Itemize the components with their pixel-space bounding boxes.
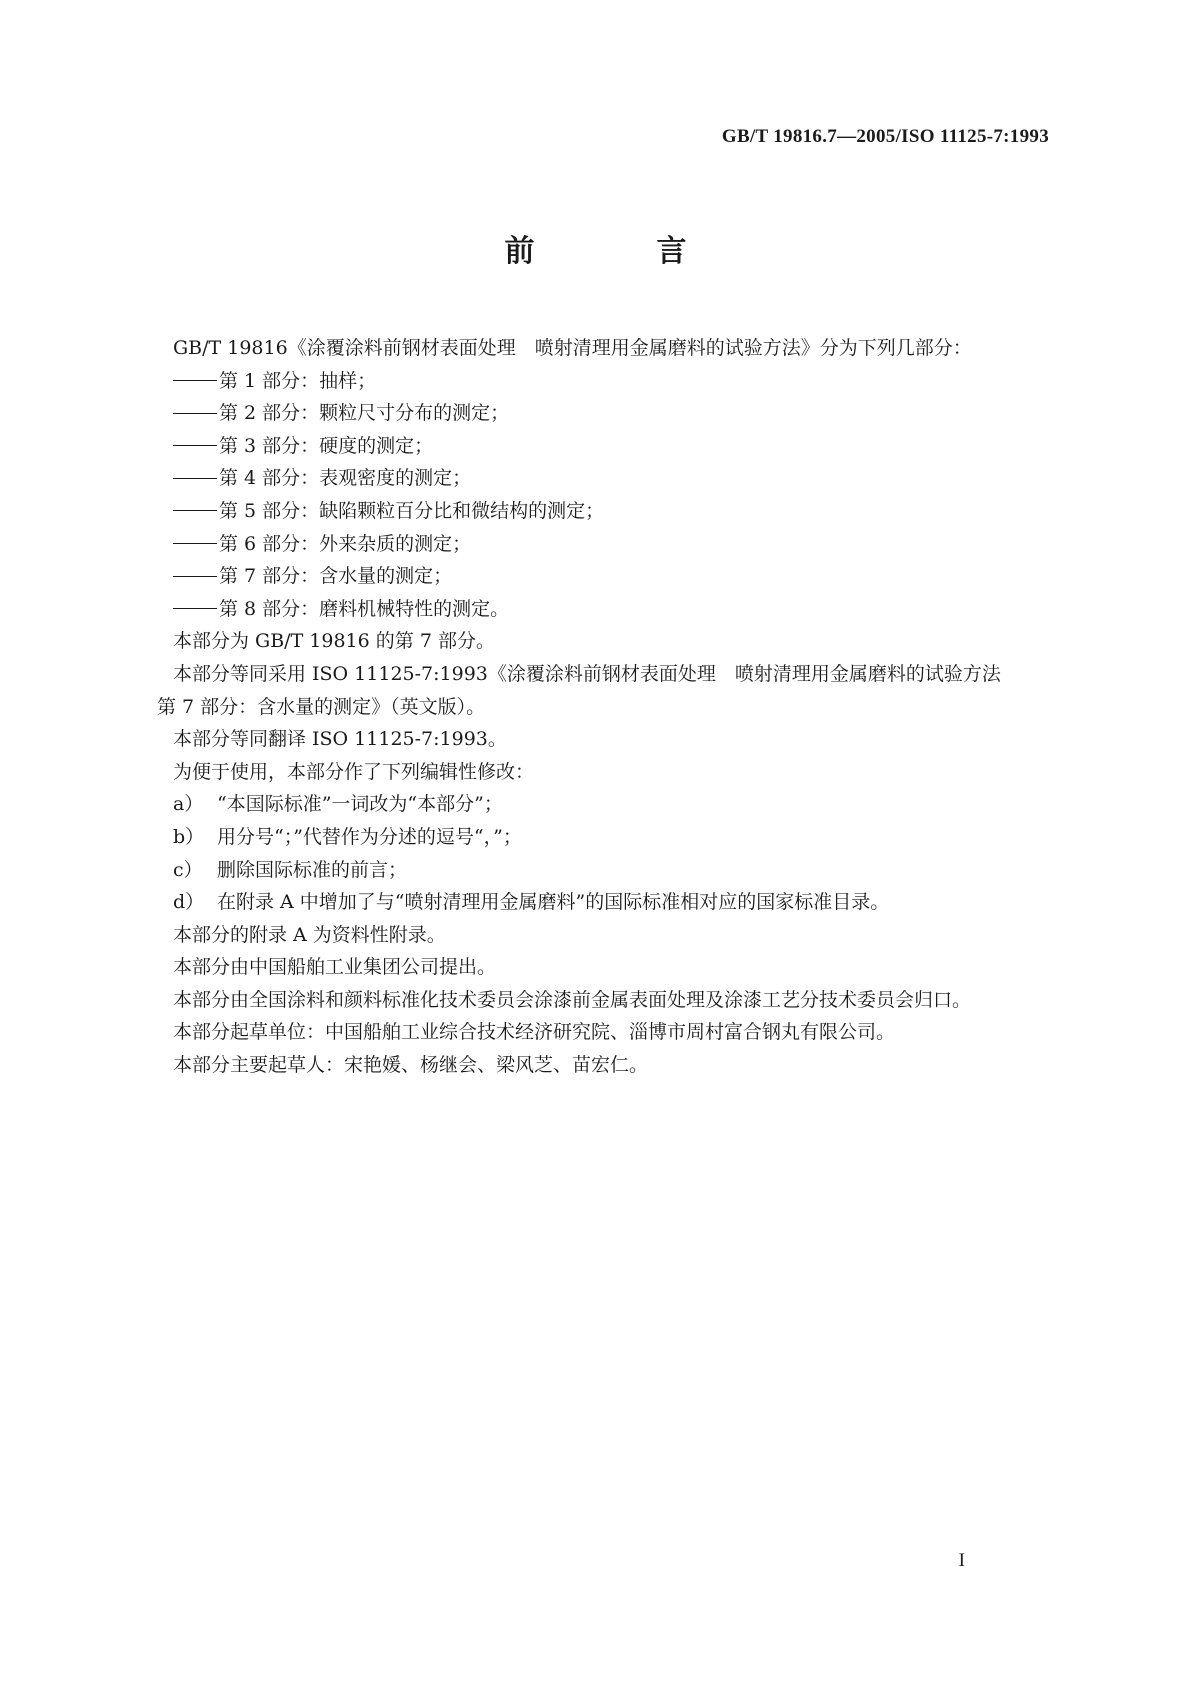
annex-paragraph: 本部分的附录 A 为资料性附录。 [173,923,446,946]
list-item-part-8 [157,593,1057,626]
drafters-paragraph: 本部分主要起草人：宋艳媛、杨继会、梁风芝、苗宏仁。 [173,1054,649,1077]
edit-text: 用分号“；”代替作为分述的逗号“，”； [217,825,522,848]
centralized-paragraph: 本部分由全国涂料和颜料标准化技术委员会涂漆前金属表面处理及涂漆工艺分技术委员会归口。 [173,988,972,1011]
item-letter: c） [173,858,203,881]
part-text: 第 2 部分：颗粒尺寸分布的测定； [219,402,510,425]
translation-paragraph: 本部分等同翻译 ISO 11125-7:1993。 [173,728,507,751]
edit-text: 删除国际标准的前言； [217,858,408,881]
item-letter: a） [173,793,204,816]
dash-mark [173,445,217,446]
foreword-body [157,332,1057,1082]
part-text: 第 8 部分：磨料机械特性的测定。 [219,597,510,620]
part-of-paragraph: 本部分为 GB/T 19816 的第 7 部分。 [173,630,495,653]
dash-mark [173,576,217,577]
dash-mark [173,380,217,381]
edit-item-a [157,788,1057,821]
dash-mark [173,478,217,479]
dash-mark [173,543,217,544]
list-item-part-5 [157,495,1057,528]
item-letter: d） [173,891,205,914]
edit-text: “本国际标准”一词改为“本部分”； [217,793,503,816]
part-text: 第 1 部分：抽样； [219,369,377,392]
dash-mark [173,608,217,609]
list-item-part-2 [157,397,1057,430]
edit-item-d [157,886,1057,919]
page-number: I [958,1550,965,1571]
edit-item-c [157,854,1057,887]
item-letter: b） [173,825,205,848]
dash-mark [173,510,217,511]
list-item-part-1 [157,365,1057,398]
part-text: 第 5 部分：缺陷颗粒百分比和微结构的测定； [219,499,605,522]
edit-item-b [157,821,1057,854]
dash-mark [173,413,217,414]
list-item-part-7 [157,560,1057,593]
standard-code: GB/T 19816.7—2005/ISO 11125-7:1993 [721,126,1049,147]
drafting-units-paragraph: 本部分起草单位：中国船舶工业综合技术经济研究院、淄博市周村富合钢丸有限公司。 [173,1021,896,1044]
part-text: 第 3 部分：硬度的测定； [219,434,434,457]
list-item-part-6 [157,528,1057,561]
proposed-paragraph: 本部分由中国船舶工业集团公司提出。 [173,956,497,979]
adoption-paragraph-line-2: 第 7 部分：含水量的测定》（英文版）。 [157,695,486,718]
part-text: 第 6 部分：外来杂质的测定； [219,532,472,555]
page-title: 前 言 [504,234,733,269]
part-text: 第 4 部分：表观密度的测定； [219,467,472,490]
intro-paragraph: GB/T 19816《涂覆涂料前钢材表面处理 喷射清理用金属磨料的试验方法》分为下列几部分： [173,337,972,359]
adoption-paragraph-line-1: 本部分等同采用 ISO 11125-7:1993《涂覆涂料前钢材表面处理 喷射清理用金属磨料的试验方法 [173,662,1001,685]
list-item-part-4 [157,462,1057,495]
edit-text: 在附录 A 中增加了与“喷射清理用金属磨料”的国际标准相对应的国家标准目录。 [217,891,890,914]
edits-intro-paragraph: 为便于使用，本部分作了下列编辑性修改： [173,760,535,783]
list-item-part-3 [157,430,1057,463]
part-text: 第 7 部分：含水量的测定； [219,565,453,588]
